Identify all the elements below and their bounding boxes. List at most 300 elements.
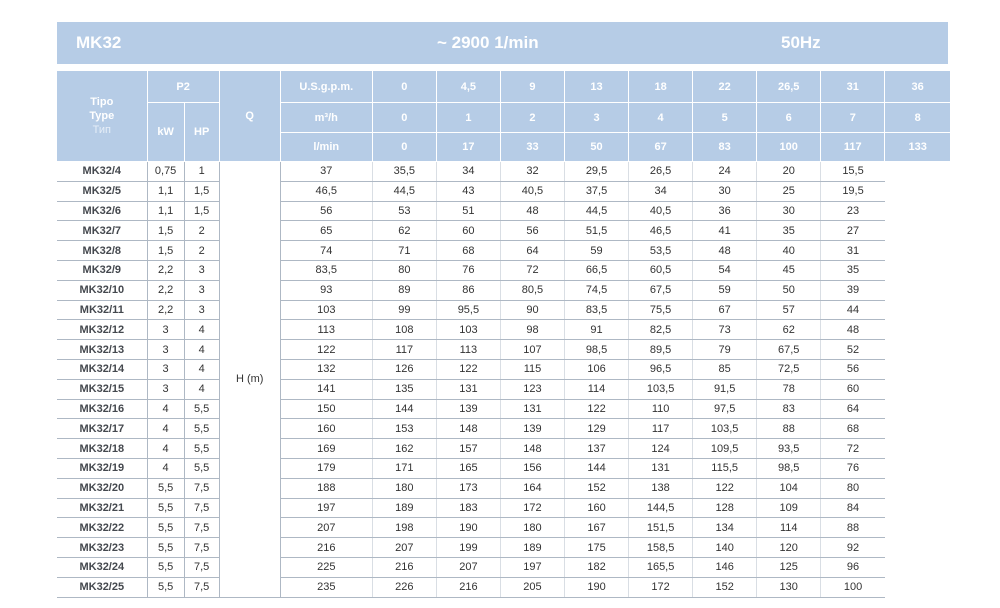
head-value-cell: 60 — [821, 379, 885, 399]
flow-usgpm-5: 22 — [693, 71, 757, 103]
model-cell: MK32/19 — [57, 458, 147, 478]
head-value-cell: 126 — [372, 359, 436, 379]
table-row — [57, 419, 950, 439]
kw-cell: 4 — [147, 399, 184, 419]
kw-cell: 2,2 — [147, 260, 184, 280]
flow-usgpm-2: 9 — [500, 71, 564, 103]
head-value-cell: 152 — [565, 478, 629, 498]
table-row — [57, 498, 950, 518]
table-row — [57, 399, 950, 419]
head-value-cell: 131 — [629, 458, 693, 478]
flow-lmin-2: 33 — [500, 133, 564, 162]
head-value-cell: 113 — [280, 320, 372, 340]
model-cell: MK32/17 — [57, 419, 147, 439]
head-value-cell: 76 — [821, 458, 885, 478]
head-value-cell: 15,5 — [821, 162, 885, 182]
flow-lmin-6: 100 — [757, 133, 821, 162]
head-value-cell: 153 — [372, 419, 436, 439]
flow-usgpm-0: 0 — [372, 71, 436, 103]
head-value-cell: 115,5 — [693, 458, 757, 478]
head-value-cell: 122 — [693, 478, 757, 498]
head-value-cell: 89,5 — [629, 340, 693, 360]
kw-cell: 5,5 — [147, 557, 184, 577]
hp-cell: 4 — [184, 320, 219, 340]
table-row — [57, 221, 950, 241]
head-value-cell: 74,5 — [565, 280, 629, 300]
head-value-cell: 30 — [693, 181, 757, 201]
model-cell: MK32/14 — [57, 359, 147, 379]
head-value-cell: 68 — [821, 419, 885, 439]
head-value-cell: 150 — [280, 399, 372, 419]
head-value-cell: 89 — [372, 280, 436, 300]
head-value-cell: 98,5 — [565, 340, 629, 360]
head-value-cell: 179 — [280, 458, 372, 478]
model-cell: MK32/12 — [57, 320, 147, 340]
head-value-cell: 23 — [821, 201, 885, 221]
unit-usgpm: U.S.g.p.m. — [280, 71, 372, 103]
flow-usgpm-1: 4,5 — [436, 71, 500, 103]
head-value-cell: 67,5 — [629, 280, 693, 300]
model-cell: MK32/16 — [57, 399, 147, 419]
p2-header: P2 — [147, 71, 219, 103]
head-value-cell: 207 — [280, 518, 372, 538]
head-value-cell: 31 — [821, 241, 885, 261]
head-value-cell: 180 — [500, 518, 564, 538]
head-value-cell: 26,5 — [629, 162, 693, 182]
head-value-cell: 172 — [500, 498, 564, 518]
head-value-cell: 48 — [500, 201, 564, 221]
head-value-cell: 68 — [436, 241, 500, 261]
head-value-cell: 46,5 — [629, 221, 693, 241]
head-value-cell: 144 — [372, 399, 436, 419]
head-value-cell: 108 — [372, 320, 436, 340]
head-value-cell: 131 — [436, 379, 500, 399]
head-value-cell: 165 — [436, 458, 500, 478]
head-value-cell: 67,5 — [757, 340, 821, 360]
head-value-cell: 51 — [436, 201, 500, 221]
head-value-cell: 60,5 — [629, 260, 693, 280]
hp-cell: 1,5 — [184, 201, 219, 221]
hp-cell: 5,5 — [184, 419, 219, 439]
title-bar — [57, 22, 948, 64]
head-value-cell: 48 — [693, 241, 757, 261]
head-value-cell: 122 — [280, 340, 372, 360]
head-value-cell: 175 — [565, 538, 629, 558]
head-value-cell: 122 — [565, 399, 629, 419]
speed-title: ~ 2900 1/min — [437, 33, 539, 52]
head-value-cell: 53,5 — [629, 241, 693, 261]
type-label-en: Type — [89, 110, 115, 122]
table-row — [57, 162, 950, 182]
hp-cell: 7,5 — [184, 577, 219, 597]
head-value-cell: 59 — [693, 280, 757, 300]
head-value-cell: 162 — [372, 439, 436, 459]
hp-cell: 2 — [184, 241, 219, 261]
kw-cell: 1,5 — [147, 241, 184, 261]
kw-cell: 3 — [147, 359, 184, 379]
head-value-cell: 93 — [280, 280, 372, 300]
head-value-cell: 32 — [500, 162, 564, 182]
hp-cell: 4 — [184, 359, 219, 379]
head-value-cell: 84 — [821, 498, 885, 518]
head-value-cell: 95,5 — [436, 300, 500, 320]
table-row — [57, 359, 950, 379]
model-cell: MK32/4 — [57, 162, 147, 182]
hp-cell: 3 — [184, 300, 219, 320]
head-value-cell: 80,5 — [500, 280, 564, 300]
head-value-cell: 137 — [565, 439, 629, 459]
model-cell: MK32/25 — [57, 577, 147, 597]
flow-lmin-8: 133 — [885, 133, 950, 162]
head-value-cell: 83,5 — [565, 300, 629, 320]
head-value-cell: 169 — [280, 439, 372, 459]
head-value-cell: 235 — [280, 577, 372, 597]
head-value-cell: 59 — [565, 241, 629, 261]
head-value-cell: 129 — [565, 419, 629, 439]
head-value-cell: 46,5 — [280, 181, 372, 201]
q-header: Q — [219, 71, 280, 162]
head-value-cell: 197 — [500, 557, 564, 577]
table-row — [57, 201, 950, 221]
head-value-cell: 56 — [500, 221, 564, 241]
table-body — [57, 162, 950, 598]
head-value-cell: 52 — [821, 340, 885, 360]
head-value-cell: 50 — [757, 280, 821, 300]
head-value-cell: 34 — [436, 162, 500, 182]
hp-cell: 5,5 — [184, 458, 219, 478]
flow-m3h-7: 7 — [821, 103, 885, 133]
head-value-cell: 96,5 — [629, 359, 693, 379]
frequency-title: 50Hz — [781, 33, 821, 52]
performance-table — [57, 71, 950, 598]
model-cell: MK32/18 — [57, 439, 147, 459]
model-cell: MK32/11 — [57, 300, 147, 320]
head-value-cell: 48 — [821, 320, 885, 340]
head-value-cell: 29,5 — [565, 162, 629, 182]
head-label-cell: H (m) — [219, 162, 280, 598]
head-value-cell: 138 — [629, 478, 693, 498]
head-value-cell: 64 — [821, 399, 885, 419]
table-row — [57, 577, 950, 597]
kw-cell: 1,1 — [147, 201, 184, 221]
type-label-it: Tipo — [90, 96, 114, 108]
flow-m3h-4: 4 — [629, 103, 693, 133]
head-value-cell: 91,5 — [693, 379, 757, 399]
table-row — [57, 320, 950, 340]
kw-cell: 5,5 — [147, 577, 184, 597]
hp-cell: 7,5 — [184, 557, 219, 577]
table-row — [57, 300, 950, 320]
head-value-cell: 207 — [436, 557, 500, 577]
hp-cell: 1,5 — [184, 181, 219, 201]
flow-m3h-2: 2 — [500, 103, 564, 133]
head-value-cell: 151,5 — [629, 518, 693, 538]
head-value-cell: 91 — [565, 320, 629, 340]
head-value-cell: 197 — [280, 498, 372, 518]
flow-lmin-7: 117 — [821, 133, 885, 162]
head-value-cell: 44,5 — [565, 201, 629, 221]
head-value-cell: 90 — [500, 300, 564, 320]
head-value-cell: 117 — [372, 340, 436, 360]
head-value-cell: 44,5 — [372, 181, 436, 201]
model-cell: MK32/20 — [57, 478, 147, 498]
head-value-cell: 172 — [629, 577, 693, 597]
head-value-cell: 128 — [693, 498, 757, 518]
head-value-cell: 19,5 — [821, 181, 885, 201]
head-value-cell: 198 — [372, 518, 436, 538]
head-value-cell: 152 — [693, 577, 757, 597]
head-value-cell: 72,5 — [757, 359, 821, 379]
head-value-cell: 86 — [436, 280, 500, 300]
kw-cell: 2,2 — [147, 300, 184, 320]
head-value-cell: 125 — [757, 557, 821, 577]
flow-usgpm-7: 31 — [821, 71, 885, 103]
head-value-cell: 25 — [757, 181, 821, 201]
head-value-cell: 205 — [500, 577, 564, 597]
head-value-cell: 43 — [436, 181, 500, 201]
table-row — [57, 557, 950, 577]
head-value-cell: 134 — [693, 518, 757, 538]
head-value-cell: 35 — [821, 260, 885, 280]
head-value-cell: 216 — [280, 538, 372, 558]
head-value-cell: 98 — [500, 320, 564, 340]
head-value-cell: 103,5 — [629, 379, 693, 399]
head-value-cell: 99 — [372, 300, 436, 320]
table-row — [57, 280, 950, 300]
head-value-cell: 114 — [757, 518, 821, 538]
head-value-cell: 103 — [436, 320, 500, 340]
flow-lmin-5: 83 — [693, 133, 757, 162]
head-value-cell: 34 — [629, 181, 693, 201]
head-value-cell: 164 — [500, 478, 564, 498]
hp-cell: 2 — [184, 221, 219, 241]
table-row — [57, 538, 950, 558]
head-value-cell: 36 — [693, 201, 757, 221]
head-value-cell: 171 — [372, 458, 436, 478]
flow-m3h-5: 5 — [693, 103, 757, 133]
head-value-cell: 188 — [280, 478, 372, 498]
head-value-cell: 216 — [372, 557, 436, 577]
head-value-cell: 199 — [436, 538, 500, 558]
table-row — [57, 181, 950, 201]
head-value-cell: 190 — [565, 577, 629, 597]
kw-cell: 5,5 — [147, 538, 184, 558]
flow-usgpm-8: 36 — [885, 71, 950, 103]
head-value-cell: 115 — [500, 359, 564, 379]
head-value-cell: 124 — [629, 439, 693, 459]
head-value-cell: 189 — [500, 538, 564, 558]
head-value-cell: 148 — [436, 419, 500, 439]
hp-cell: 4 — [184, 379, 219, 399]
head-value-cell: 140 — [693, 538, 757, 558]
head-value-cell: 92 — [821, 538, 885, 558]
model-cell: MK32/22 — [57, 518, 147, 538]
head-value-cell: 80 — [372, 260, 436, 280]
model-cell: MK32/10 — [57, 280, 147, 300]
head-value-cell: 39 — [821, 280, 885, 300]
kw-cell: 3 — [147, 320, 184, 340]
flow-lmin-4: 67 — [629, 133, 693, 162]
head-value-cell: 83 — [757, 399, 821, 419]
head-value-cell: 27 — [821, 221, 885, 241]
table-row — [57, 478, 950, 498]
head-value-cell: 190 — [436, 518, 500, 538]
head-value-cell: 30 — [757, 201, 821, 221]
head-value-cell: 53 — [372, 201, 436, 221]
head-value-cell: 165,5 — [629, 557, 693, 577]
kw-cell: 3 — [147, 379, 184, 399]
type-column-header — [57, 71, 147, 162]
head-value-cell: 57 — [757, 300, 821, 320]
head-value-cell: 40 — [757, 241, 821, 261]
head-value-cell: 107 — [500, 340, 564, 360]
head-value-cell: 41 — [693, 221, 757, 241]
head-value-cell: 56 — [280, 201, 372, 221]
head-value-cell: 148 — [500, 439, 564, 459]
head-value-cell: 24 — [693, 162, 757, 182]
head-value-cell: 88 — [821, 518, 885, 538]
head-value-cell: 75,5 — [629, 300, 693, 320]
head-value-cell: 35 — [757, 221, 821, 241]
flow-lmin-3: 50 — [565, 133, 629, 162]
head-value-cell: 132 — [280, 359, 372, 379]
head-value-cell: 56 — [821, 359, 885, 379]
model-cell: MK32/13 — [57, 340, 147, 360]
head-value-cell: 98,5 — [757, 458, 821, 478]
type-label-ru: Тип — [92, 124, 111, 136]
table-row — [57, 260, 950, 280]
model-cell: MK32/7 — [57, 221, 147, 241]
head-value-cell: 67 — [693, 300, 757, 320]
head-value-cell: 66,5 — [565, 260, 629, 280]
head-value-cell: 100 — [821, 577, 885, 597]
head-value-cell: 37 — [280, 162, 372, 182]
head-value-cell: 79 — [693, 340, 757, 360]
head-value-cell: 72 — [500, 260, 564, 280]
flow-usgpm-6: 26,5 — [757, 71, 821, 103]
head-value-cell: 104 — [757, 478, 821, 498]
kw-cell: 5,5 — [147, 478, 184, 498]
hp-cell: 7,5 — [184, 538, 219, 558]
head-value-cell: 109 — [757, 498, 821, 518]
head-value-cell: 110 — [629, 399, 693, 419]
table-row — [57, 458, 950, 478]
flow-m3h-6: 6 — [757, 103, 821, 133]
head-value-cell: 103 — [280, 300, 372, 320]
unit-m3h: m³/h — [280, 103, 372, 133]
head-value-cell: 60 — [436, 221, 500, 241]
head-value-cell: 141 — [280, 379, 372, 399]
model-cell: MK32/21 — [57, 498, 147, 518]
head-value-cell: 54 — [693, 260, 757, 280]
head-value-cell: 117 — [629, 419, 693, 439]
unit-lmin: l/min — [280, 133, 372, 162]
head-value-cell: 73 — [693, 320, 757, 340]
flow-m3h-8: 8 — [885, 103, 950, 133]
head-value-cell: 139 — [500, 419, 564, 439]
kw-cell: 1,5 — [147, 221, 184, 241]
head-value-cell: 97,5 — [693, 399, 757, 419]
head-value-cell: 40,5 — [629, 201, 693, 221]
head-value-cell: 44 — [821, 300, 885, 320]
head-value-cell: 113 — [436, 340, 500, 360]
hp-cell: 3 — [184, 260, 219, 280]
head-value-cell: 85 — [693, 359, 757, 379]
head-value-cell: 189 — [372, 498, 436, 518]
flow-m3h-0: 0 — [372, 103, 436, 133]
hp-header: HP — [184, 103, 219, 162]
head-value-cell: 64 — [500, 241, 564, 261]
table-header — [57, 71, 950, 162]
head-value-cell: 76 — [436, 260, 500, 280]
model-cell: MK32/23 — [57, 538, 147, 558]
head-value-cell: 130 — [757, 577, 821, 597]
head-value-cell: 40,5 — [500, 181, 564, 201]
head-value-cell: 139 — [436, 399, 500, 419]
table-row — [57, 518, 950, 538]
flow-lmin-0: 0 — [372, 133, 436, 162]
hp-cell: 7,5 — [184, 498, 219, 518]
head-value-cell: 72 — [821, 439, 885, 459]
head-value-cell: 88 — [757, 419, 821, 439]
kw-cell: 4 — [147, 419, 184, 439]
head-value-cell: 37,5 — [565, 181, 629, 201]
kw-cell: 4 — [147, 458, 184, 478]
head-value-cell: 106 — [565, 359, 629, 379]
head-value-cell: 167 — [565, 518, 629, 538]
head-value-cell: 156 — [500, 458, 564, 478]
hp-cell: 7,5 — [184, 478, 219, 498]
head-value-cell: 173 — [436, 478, 500, 498]
flow-lmin-1: 17 — [436, 133, 500, 162]
flow-m3h-1: 1 — [436, 103, 500, 133]
head-value-cell: 51,5 — [565, 221, 629, 241]
hp-cell: 4 — [184, 340, 219, 360]
head-value-cell: 65 — [280, 221, 372, 241]
model-cell: MK32/6 — [57, 201, 147, 221]
kw-cell: 5,5 — [147, 518, 184, 538]
hp-cell: 1 — [184, 162, 219, 182]
head-value-cell: 78 — [757, 379, 821, 399]
flow-m3h-3: 3 — [565, 103, 629, 133]
head-value-cell: 144,5 — [629, 498, 693, 518]
head-value-cell: 180 — [372, 478, 436, 498]
head-value-cell: 45 — [757, 260, 821, 280]
table-row — [57, 379, 950, 399]
head-value-cell: 226 — [372, 577, 436, 597]
head-value-cell: 96 — [821, 557, 885, 577]
kw-cell: 3 — [147, 340, 184, 360]
model-cell: MK32/9 — [57, 260, 147, 280]
head-value-cell: 103,5 — [693, 419, 757, 439]
table-row — [57, 241, 950, 261]
table-row — [57, 439, 950, 459]
head-value-cell: 144 — [565, 458, 629, 478]
flow-usgpm-4: 18 — [629, 71, 693, 103]
model-cell: MK32/15 — [57, 379, 147, 399]
model-cell: MK32/24 — [57, 557, 147, 577]
head-value-cell: 182 — [565, 557, 629, 577]
hp-cell: 3 — [184, 280, 219, 300]
kw-cell: 0,75 — [147, 162, 184, 182]
head-value-cell: 120 — [757, 538, 821, 558]
head-value-cell: 62 — [372, 221, 436, 241]
model-cell: MK32/5 — [57, 181, 147, 201]
head-value-cell: 183 — [436, 498, 500, 518]
hp-cell: 7,5 — [184, 518, 219, 538]
head-value-cell: 123 — [500, 379, 564, 399]
hp-cell: 5,5 — [184, 439, 219, 459]
